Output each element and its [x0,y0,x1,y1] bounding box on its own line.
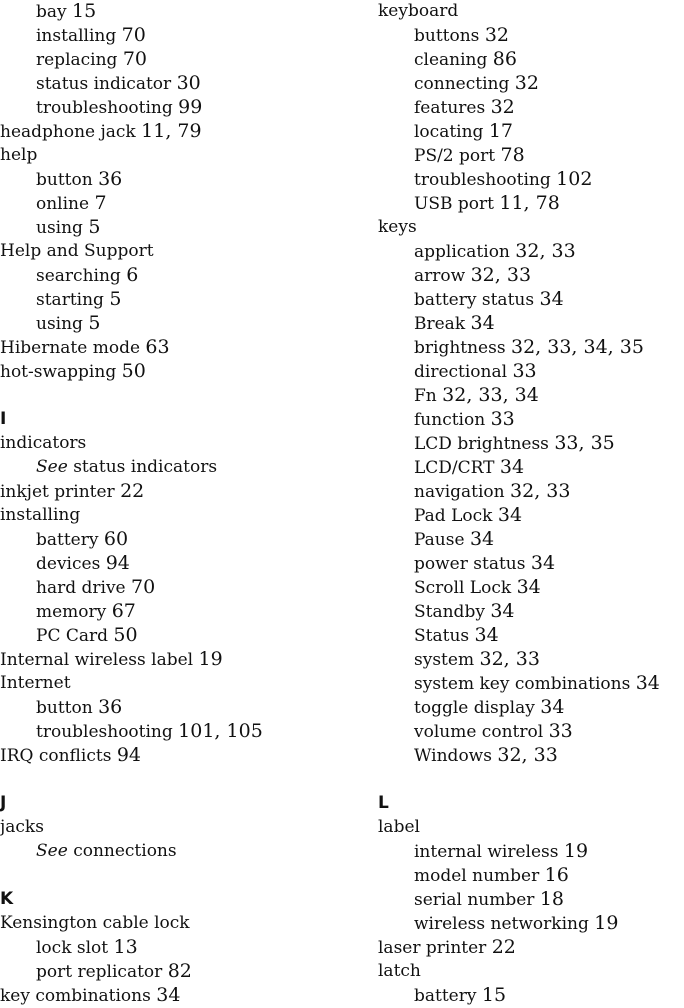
entry-term: Help and Support [0,241,154,261]
index-entry [0,672,340,696]
entry-term: Scroll Lock [414,578,512,598]
see-label: See [36,457,68,477]
entry-page-numbers: 32 [484,24,509,46]
entry-page-numbers: 34 [490,600,515,622]
index-subentry [378,192,684,216]
entry-term: replacing [36,50,118,70]
index-subentry [378,408,684,432]
entry-page-numbers: 34 [474,624,499,646]
section-letter-heading: K [0,889,14,909]
entry-page-numbers: 32, 33 [479,648,540,670]
entry-term: Pause [414,530,465,550]
entry-term: USB port [414,194,494,214]
index-entry [0,360,340,384]
index-subentry [378,312,684,336]
entry-term: serial number [414,890,535,910]
entry-term: button [36,170,93,190]
entry-page-numbers: 6 [126,264,139,286]
entry-page-numbers: 34 [499,456,525,478]
entry-term: inkjet printer [0,482,115,502]
entry-page-numbers: 33 [512,360,537,382]
index-subentry [378,24,684,48]
entry-page-numbers: 34 [497,504,523,526]
index-subentry [378,576,684,600]
entry-term: arrow [414,266,466,286]
index-subentry [0,24,340,48]
index-subentry [378,744,684,768]
entry-page-numbers: 17 [488,120,514,142]
entry-page-numbers: 32, 33 [470,264,532,286]
entry-term: Internet [0,673,71,693]
index-subentry [0,168,340,192]
entry-term: power status [414,554,526,574]
index-subentry [378,672,684,696]
entry-page-numbers: 82 [167,960,192,982]
entry-page-numbers: 34 [469,528,495,550]
entry-term: LCD brightness [414,434,549,454]
entry-term: wireless networking [414,914,589,934]
entry-term: brightness [414,338,506,358]
index-subentry [378,432,684,456]
entry-term: keys [378,217,417,237]
entry-page-numbers: 78 [500,144,525,166]
index-subentry [378,336,684,360]
entry-page-numbers: 15 [72,0,97,22]
entry-term: function [414,410,486,430]
entry-page-numbers: 11, 79 [141,120,202,142]
entry-page-numbers: 70 [121,24,146,46]
index-subentry [378,696,684,720]
index-subentry [0,696,340,720]
entry-page-numbers: 50 [121,360,146,382]
index-entry [0,432,340,456]
blank-spacer [378,768,684,792]
entry-term: memory [36,602,107,622]
entry-term: system key combinations [414,674,631,694]
entry-page-numbers: 67 [111,600,136,622]
entry-term: using [36,314,83,334]
index-subentry [378,120,684,144]
entry-page-numbers: 19 [563,840,589,862]
index-subentry [0,72,340,96]
entry-page-numbers: 60 [103,528,129,550]
entry-page-numbers: 5 [109,288,122,310]
entry-term: PC Card [36,626,109,646]
index-subentry [378,72,684,96]
index-entry [0,648,340,672]
index-subentry [378,888,684,912]
entry-page-numbers: 32, 33 [510,480,571,502]
entry-page-numbers: 99 [178,96,203,118]
index-subentry [378,48,684,72]
index-entry [0,240,340,264]
entry-term: using [36,218,83,238]
index-subentry [0,192,340,216]
entry-page-numbers: 11, 78 [499,192,560,214]
entry-page-numbers: 34 [156,984,181,1006]
index-entry [0,912,340,936]
entry-term: lock slot [36,938,109,958]
index-entry [378,0,684,24]
index-subentry [378,96,684,120]
see-reference [0,840,340,864]
index-subentry [0,600,340,624]
entry-page-numbers: 63 [145,336,170,358]
entry-term: indicators [0,433,87,453]
entry-term: devices [36,554,101,574]
entry-term: starting [36,290,104,310]
entry-term: jacks [0,817,44,837]
entry-term: bay [36,2,67,22]
index-entry [0,504,340,528]
entry-term: LCD/CRT [414,458,495,478]
entry-page-numbers: 34 [539,288,564,310]
entry-page-numbers: 36 [98,168,123,190]
entry-term: toggle display [414,698,535,718]
index-subentry [0,576,340,600]
index-subentry [0,960,340,984]
entry-term: port replicator [36,962,163,982]
entry-term: battery status [414,290,535,310]
index-subentry [378,480,684,504]
index-entry [378,960,684,984]
entry-term: locating [414,122,484,142]
index-column-left [0,0,340,1008]
entry-term: installing [36,26,117,46]
entry-page-numbers: 19 [198,648,223,670]
entry-term: keyboard [378,1,459,21]
entry-term: installing [0,505,81,525]
index-subentry [378,552,684,576]
index-entry [378,216,684,240]
entry-page-numbers: 32, 33 [497,744,558,766]
index-subentry [0,0,340,24]
entry-term: Break [414,314,466,334]
index-column-right [378,0,684,1008]
entry-page-numbers: 7 [94,192,107,214]
index-entry [378,816,684,840]
index-subentry [0,552,340,576]
entry-term: troubleshooting [414,170,551,190]
entry-term: Hibernate mode [0,338,141,358]
index-subentry [378,600,684,624]
entry-term: Kensington cable lock [0,913,190,933]
entry-term: Standby [414,602,485,622]
entry-page-numbers: 70 [122,48,148,70]
entry-page-numbers: 32 [490,96,515,118]
index-subentry [0,264,340,288]
entry-term: button [36,698,93,718]
entry-page-numbers: 94 [116,744,142,766]
index-subentry [378,456,684,480]
section-letter-heading: J [0,793,7,813]
section-letter-heading: L [378,793,389,813]
entry-term: buttons [414,26,480,46]
entry-page-numbers: 94 [105,552,130,574]
see-target: connections [73,841,177,861]
entry-page-numbers: 30 [176,72,201,94]
entry-term: troubleshooting [36,722,173,742]
entry-term: hot-swapping [0,362,117,382]
index-entry [0,336,340,360]
entry-term: battery [414,986,477,1006]
entry-page-numbers: 102 [556,168,593,190]
entry-term: hard drive [36,578,126,598]
entry-page-numbers: 32, 33 [515,240,576,262]
index-subentry [0,720,340,744]
entry-term: volume control [414,722,544,742]
index-entry [0,480,340,504]
entry-page-numbers: 22 [120,480,145,502]
index-subentry [378,840,684,864]
entry-term: Windows [414,746,492,766]
entry-page-numbers: 33 [548,720,573,742]
index-subentry [0,288,340,312]
entry-page-numbers: 36 [98,696,123,718]
entry-page-numbers: 86 [492,48,517,70]
entry-term: PS/2 port [414,146,496,166]
blank-spacer [0,768,340,792]
entry-term: features [414,98,486,118]
entry-page-numbers: 33, 35 [554,432,615,454]
entry-term: IRQ conflicts [0,746,112,766]
entry-page-numbers: 34 [470,312,495,334]
entry-term: troubleshooting [36,98,173,118]
index-subentry [378,624,684,648]
entry-term: headphone jack [0,122,136,142]
entry-term: key combinations [0,986,151,1006]
index-subentry [378,168,684,192]
entry-page-numbers: 5 [88,216,101,238]
entry-term: Status [414,626,470,646]
entry-term: Fn [414,386,437,406]
entry-term: laser printer [378,938,487,958]
entry-page-numbers: 34 [635,672,660,694]
index-subentry [0,96,340,120]
entry-term: help [0,145,38,165]
entry-page-numbers: 19 [594,912,619,934]
entry-term: application [414,242,510,262]
see-reference [0,456,340,480]
entry-term: Internal wireless label [0,650,194,670]
index-subentry [378,384,684,408]
index-entry [0,816,340,840]
entry-page-numbers: 22 [491,936,516,958]
entry-term: model number [414,866,540,886]
entry-term: internal wireless [414,842,559,862]
entry-term: Pad Lock [414,506,493,526]
entry-term: connecting [414,74,510,94]
blank-spacer [0,864,340,888]
index-subentry [378,144,684,168]
index-subentry [0,936,340,960]
entry-page-numbers: 101, 105 [178,720,263,742]
index-entry [0,120,340,144]
entry-page-numbers: 5 [88,312,101,334]
entry-page-numbers: 32, 33, 34 [442,384,539,406]
entry-page-numbers: 34 [540,696,565,718]
index-entry [0,744,340,768]
entry-term: status indicator [36,74,172,94]
entry-term: navigation [414,482,505,502]
entry-term: label [378,817,420,837]
entry-term: searching [36,266,121,286]
index-subentry [0,216,340,240]
index-subentry [378,264,684,288]
index-subentry [0,312,340,336]
index-subentry [378,984,684,1008]
index-subentry [378,240,684,264]
entry-page-numbers: 34 [516,576,541,598]
index-subentry [378,360,684,384]
entry-page-numbers: 32 [514,72,539,94]
entry-term: online [36,194,90,214]
entry-term: latch [378,961,421,981]
entry-term: cleaning [414,50,488,70]
index-subentry [0,528,340,552]
index-subentry [378,720,684,744]
index-subentry [378,648,684,672]
entry-page-numbers: 15 [481,984,507,1006]
index-subentry [378,864,684,888]
entry-term: system [414,650,475,670]
index-entry [378,936,684,960]
see-target: status indicators [73,457,218,477]
section-letter-heading: I [0,409,7,429]
entry-page-numbers: 16 [544,864,569,886]
index-subentry [0,48,340,72]
entry-page-numbers: 70 [131,576,156,598]
index-subentry [378,288,684,312]
entry-page-numbers: 18 [539,888,565,910]
entry-page-numbers: 33 [490,408,515,430]
index-subentry [378,528,684,552]
entry-term: directional [414,362,508,382]
entry-page-numbers: 50 [113,624,138,646]
entry-term: battery [36,530,99,550]
blank-spacer [0,384,340,408]
entry-page-numbers: 34 [530,552,556,574]
index-subentry [378,912,684,936]
entry-page-numbers: 32, 33, 34, 35 [510,336,644,358]
index-subentry [0,624,340,648]
index-entry [0,984,340,1008]
index-subentry [378,504,684,528]
index-entry [0,144,340,168]
entry-page-numbers: 13 [113,936,138,958]
see-label: See [36,841,68,861]
